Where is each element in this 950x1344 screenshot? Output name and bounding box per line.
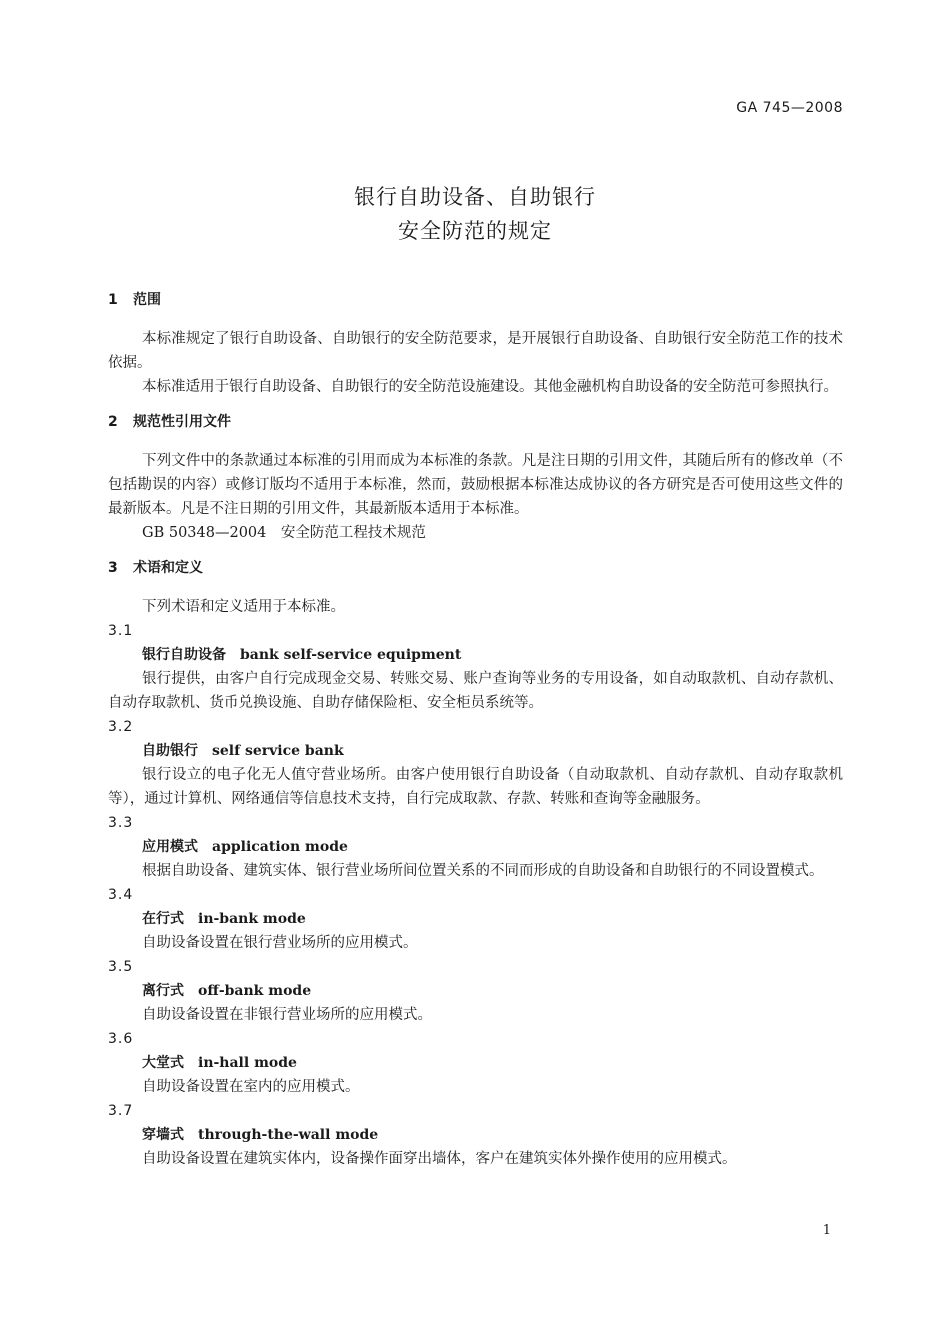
paragraph: 下列文件中的条款通过本标准的引用而成为本标准的条款。凡是注日期的引用文件，其随后所有的修改单（不包括勘误的内容）或修订版均不适用于本标准，然而，鼓励根据本标准达成协议的各方研究是否可使用这些文件的最新版本。凡是不注日期的引用文件，其最新版本适用于本标准。 [108, 453, 843, 517]
term-definition: 银行提供，由客户自行完成现金交易、转账交易、账户查询等业务的专用设备，如自动取款机、自动存款机、自动存取款机、货币兑换设施、自助存储保险柜、安全柜员系统等。 [108, 671, 843, 711]
term-definition: 自助设备设置在室内的应用模式。 [142, 1079, 360, 1095]
term-definition: 根据自助设备、建筑实体、银行营业场所间位置关系的不同而形成的自助设备和自助银行的不同设置模式。 [142, 863, 824, 879]
paragraph: 本标准规定了银行自助设备、自助银行的安全防范要求，是开展银行自助设备、自助银行安全防范工作的技术依据。 [108, 331, 843, 371]
term-definition: 自助设备设置在银行营业场所的应用模式。 [142, 935, 418, 951]
term-entry [108, 883, 843, 955]
document-title [0, 180, 950, 248]
paragraph: 下列术语和定义适用于本标准。 [142, 599, 345, 615]
section-title: 范围 [133, 292, 161, 308]
section-number: 2 [108, 414, 118, 430]
term-name-en: in-hall mode [198, 1055, 297, 1071]
term-name-en: application mode [212, 839, 348, 855]
term-name [108, 1051, 843, 1075]
term-name-en: bank self-service equipment [240, 647, 462, 663]
term-name [108, 979, 843, 1003]
term-name-en: in-bank mode [198, 911, 306, 927]
term-name-zh: 应用模式 [142, 839, 198, 855]
term-number: 3.6 [108, 1031, 134, 1047]
title-line-1: 银行自助设备、自助银行 [354, 185, 596, 209]
page-number: 1 [822, 1223, 831, 1238]
standard-number: GA 745—2008 [736, 100, 843, 116]
term-name [108, 835, 843, 859]
reference-item: GB 50348—2004 安全防范工程技术规范 [142, 525, 426, 541]
document-body [108, 287, 843, 1171]
term-number: 3.4 [108, 887, 134, 903]
term-name-en: through-the-wall mode [198, 1127, 379, 1143]
paragraph: 本标准适用于银行自助设备、自助银行的安全防范设施建设。其他金融机构自助设备的安全防范可参照执行。 [142, 379, 838, 395]
term-name-zh: 银行自助设备 [142, 647, 226, 663]
term-name [108, 643, 843, 667]
term-number: 3.3 [108, 815, 134, 831]
term-entry [108, 1099, 843, 1171]
term-definition: 自助设备设置在非银行营业场所的应用模式。 [142, 1007, 432, 1023]
title-line-2: 安全防范的规定 [398, 219, 552, 243]
term-name-en: self service bank [212, 743, 344, 759]
term-definition: 银行设立的电子化无人值守营业场所。由客户使用银行自助设备（自动取款机、自动存款机、自动存取款机等），通过计算机、网络通信等信息技术支持，自行完成取款、存款、转账和查询等金融服务。 [108, 767, 843, 807]
term-name [108, 907, 843, 931]
term-number: 3.7 [108, 1103, 134, 1119]
term-name-zh: 穿墙式 [142, 1127, 184, 1143]
section-title: 术语和定义 [133, 560, 203, 576]
term-name-zh: 自助银行 [142, 743, 198, 759]
section-heading-terms [108, 555, 843, 581]
term-number: 3.1 [108, 623, 134, 639]
section-heading-scope [108, 287, 843, 313]
term-name-zh: 大堂式 [142, 1055, 184, 1071]
term-entry [108, 715, 843, 811]
section-number: 1 [108, 292, 118, 308]
term-number: 3.5 [108, 959, 134, 975]
term-name-zh: 在行式 [142, 911, 184, 927]
term-name-zh: 离行式 [142, 983, 184, 999]
term-definition: 自助设备设置在建筑实体内，设备操作面穿出墙体，客户在建筑实体外操作使用的应用模式。 [142, 1151, 737, 1167]
term-entry [108, 811, 843, 883]
term-entry [108, 1027, 843, 1099]
section-title: 规范性引用文件 [133, 414, 231, 430]
term-entry [108, 619, 843, 715]
term-number: 3.2 [108, 719, 134, 735]
section-number: 3 [108, 560, 118, 576]
term-entry [108, 955, 843, 1027]
term-name [108, 739, 843, 763]
term-name-en: off-bank mode [198, 983, 312, 999]
section-heading-references [108, 409, 843, 435]
term-name [108, 1123, 843, 1147]
